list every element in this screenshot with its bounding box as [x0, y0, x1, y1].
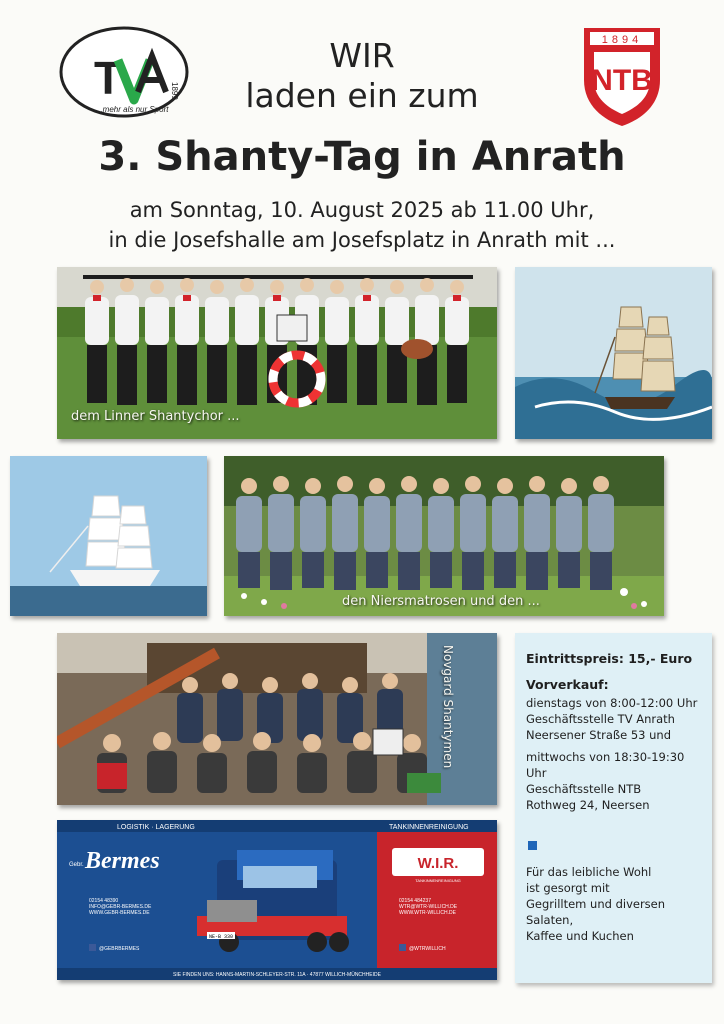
- square-bullet-icon: [528, 841, 537, 850]
- white-sailing-ship-photo: [10, 456, 207, 616]
- svg-text:...mehr als nur Sport: ...mehr als nur Sport: [96, 105, 169, 114]
- ticket-price: Eintrittspreis: 15,- Euro: [526, 651, 693, 666]
- food-line: Für das leibliche Wohl: [526, 865, 652, 879]
- linner-caption: dem Linner Shantychor ...: [71, 409, 240, 424]
- sailing-ship-painting: [515, 267, 712, 439]
- event-place: in die Josefshalle am Josefsplatz in Anrath mit ...: [108, 228, 616, 252]
- presale-title: Vorverkauf:: [526, 677, 609, 692]
- svg-text:Bermes: Bermes: [85, 848, 160, 874]
- presale-block-ntb: [526, 749, 702, 813]
- presale-line: Neersener Straße 53 und: [526, 728, 672, 742]
- niersmatrosen-photo: [224, 456, 664, 616]
- svg-text:WWW.GEBR-BERMES.DE: WWW.GEBR-BERMES.DE: [89, 910, 150, 916]
- presale-line: Geschäftsstelle NTB: [526, 782, 642, 796]
- niers-caption: den Niersmatrosen und den ...: [342, 594, 540, 609]
- novgard-caption: Novgard Shantymen: [441, 645, 455, 769]
- svg-text:1894: 1894: [601, 34, 643, 46]
- header-invite-line: laden ein zum: [245, 76, 479, 115]
- sponsor-ad-bermes-wtr: [57, 820, 497, 980]
- svg-text:WWW.WTR-WILLICH.DE: WWW.WTR-WILLICH.DE: [399, 910, 456, 916]
- food-info: [526, 864, 702, 944]
- svg-text:LOGISTIK · LAGERUNG: LOGISTIK · LAGERUNG: [117, 824, 195, 831]
- svg-text:TANKINNENREINIGUNG: TANKINNENREINIGUNG: [389, 824, 469, 831]
- event-date: am Sonntag, 10. August 2025 ab 11.00 Uhr,: [129, 198, 595, 222]
- svg-text:@WTRWILLICH: @WTRWILLICH: [409, 946, 446, 952]
- info-box: [515, 633, 712, 983]
- svg-text:NE-B 330: NE-B 330: [209, 934, 234, 940]
- presale-line: Rothweg 24, Neersen: [526, 798, 650, 812]
- presale-line: Geschäftsstelle TV Anrath: [526, 712, 675, 726]
- event-title: 3. Shanty-Tag in Anrath: [98, 134, 626, 180]
- novgard-shantymen-photo: [57, 633, 497, 805]
- food-line: ist gesorgt mit: [526, 881, 610, 895]
- svg-text:W.I.R.: W.I.R.: [417, 855, 459, 872]
- svg-text:TANKINNENREINIGUNG: TANKINNENREINIGUNG: [415, 878, 461, 883]
- svg-text:WTR@WTR-WILLICH.DE: WTR@WTR-WILLICH.DE: [399, 904, 458, 910]
- food-line: Salaten,: [526, 913, 574, 927]
- presale-line: dienstags von 8:00-12:00 Uhr: [526, 696, 698, 710]
- svg-text:Gebr.: Gebr.: [69, 862, 84, 868]
- svg-text:02154 48390: 02154 48390: [89, 898, 119, 904]
- svg-text:INFO@GEBR-BERMES.DE: INFO@GEBR-BERMES.DE: [89, 904, 152, 910]
- svg-text:NTB: NTB: [591, 64, 653, 97]
- presale-block-tv-anrath: [526, 695, 702, 743]
- svg-text:02154 484237: 02154 484237: [399, 898, 431, 904]
- svg-text:@GEBRBERMES: @GEBRBERMES: [99, 946, 140, 952]
- svg-text:T: T: [94, 52, 123, 104]
- presale-line: mittwochs von 18:30-19:30 Uhr: [526, 750, 685, 780]
- header-wir: WIR: [329, 36, 395, 75]
- food-line: Gegrilltem und diversen: [526, 897, 666, 911]
- svg-text:1899: 1899: [170, 82, 179, 100]
- svg-text:SIE FINDEN UNS: HANNS-MARTIN-S: SIE FINDEN UNS: HANNS-MARTIN-SCHLEYER-STR. 11A · 47877 WILLICH-MÜNCHHEIDE: [173, 972, 381, 978]
- linner-shantychor-photo: [57, 267, 497, 439]
- food-line: Kaffee und Kuchen: [526, 929, 634, 943]
